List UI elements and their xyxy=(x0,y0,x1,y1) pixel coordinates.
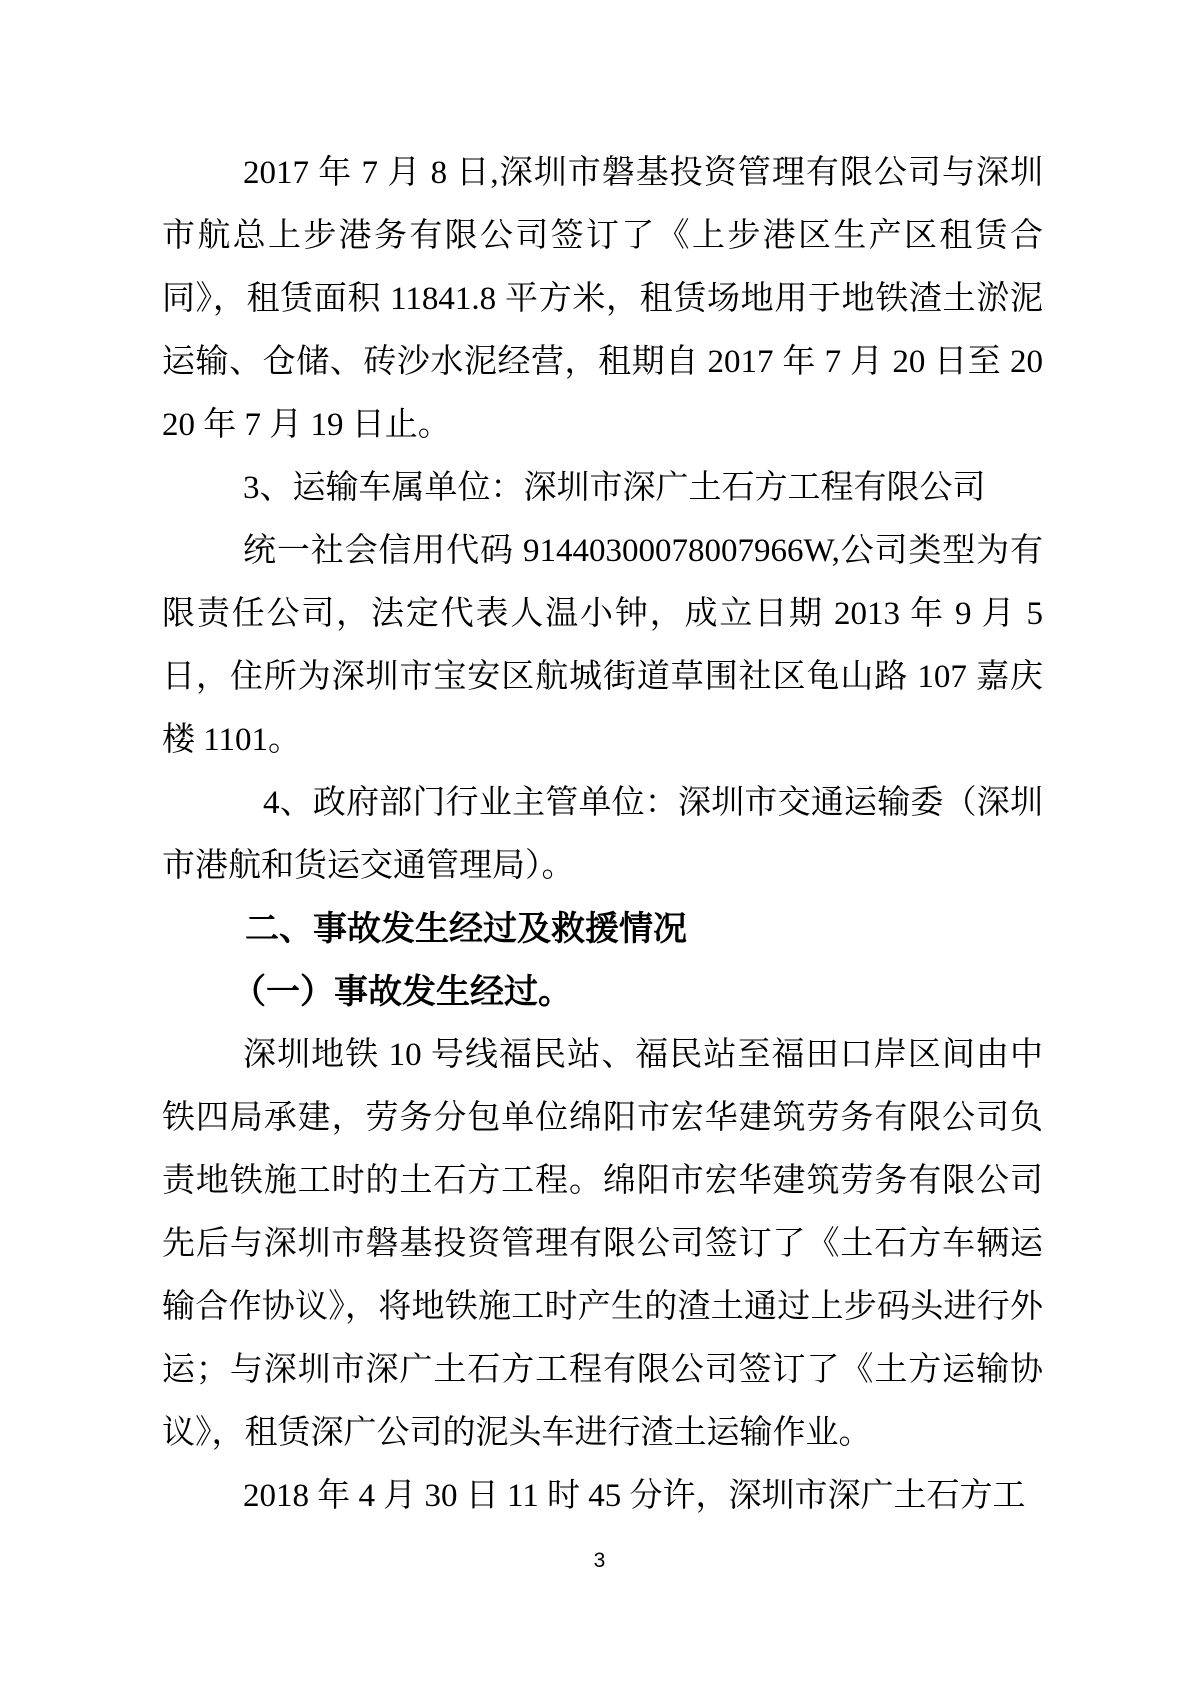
paragraph-accident-datetime: 2018 年 4 月 30 日 11 时 45 分许，深圳市深广土石方工 xyxy=(243,1478,1026,1514)
paragraph-transport-unit-title: 3、运输车属单位：深圳市深广土石方工程有限公司 xyxy=(243,470,986,506)
paragraph-government-authority: 4、政府部门行业主管单位：深圳市交通运输委（深圳市港航和货运交通管理局）。 xyxy=(162,785,1043,884)
subsection-heading-accident-occurrence: （一）事故发生经过。 xyxy=(232,973,572,1011)
page-number: 3 xyxy=(593,1549,606,1572)
document-body xyxy=(162,142,1043,1528)
section-heading-accident-course: 二、事故发生经过及救援情况 xyxy=(245,910,687,948)
paragraph-metro-line-contracting: 深圳地铁 10 号线福民站、福民站至福田口岸区间由中铁四局承建，劳务分包单位绵阳市宏华建筑劳务有限公司负责地铁施工时的土石方工程。绵阳市宏华建筑劳务有限公司先后与深圳市磐基投资管理有限公司签订了《土石方车辆运输合作协议》，将地铁施工时产生的渣土通过上步码头进行外运；与深圳市深广土石方工程有限公司签订了《土方运输协议》，租赁深广公司的泥头车进行渣土运输作业。 xyxy=(162,1037,1043,1451)
paragraph-lease-contract: 2017 年 7 月 8 日,深圳市磐基投资管理有限公司与深圳市航总上步港务有限公司签订了《上步港区生产区租赁合同》，租赁面积 11841.8 平方米，租赁场地用于地铁渣土淤泥运输、仓储、砖沙水泥经营，租期自 2017 年 7 月 20 日至 2020 年 7 月 19 日止。 xyxy=(162,155,1044,443)
paragraph-company-registration: 统一社会信用代码 91440300078007966W,公司类型为有限责任公司，法定代表人温小钟，成立日期 2013 年 9 月 5 日，住所为深圳市宝安区航城街道草围社区龟山路 107 嘉庆楼 1101。 xyxy=(162,533,1043,758)
